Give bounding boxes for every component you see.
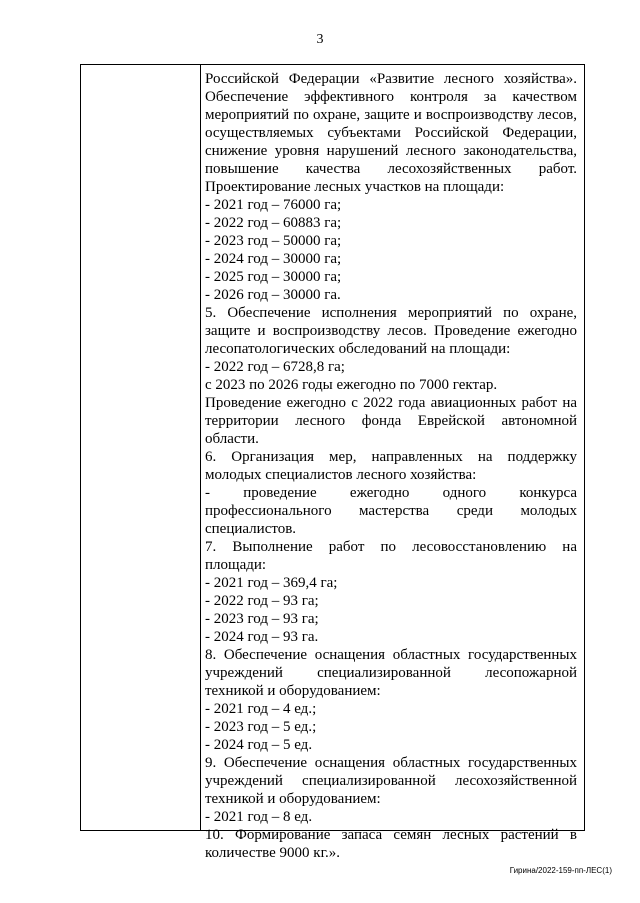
text-line: - 2021 год – 8 ед. [205,809,313,825]
text-line: - 2024 год – 30000 га; [205,251,342,267]
text-line: - 2021 год – 76000 га; [205,197,342,213]
text-line: - 2023 год – 5 ед.; [205,719,317,735]
text-line: с 2023 по 2026 годы ежегодно по 7000 гектар. [205,377,498,393]
text-line: Российской Федерации «Развитие лесного хозяйства». [205,71,577,87]
text-line: повышение качества лесохозяйственных работ. [205,161,577,177]
text-line: Проведение ежегодно с 2022 года авиационных работ на [205,395,577,411]
document-code: Гирина/2022-159-пп-ЛЕС(1) [509,866,612,875]
text-line: техникой и оборудованием: [205,683,381,699]
text-line: - 2021 год – 4 ед.; [205,701,317,717]
text-line: количестве 9000 кг.». [205,845,341,861]
text-line: 7. Выполнение работ по лесовосстановлению на [205,539,577,555]
text-line: молодых специалистов лесного хозяйства: [205,467,477,483]
text-line: техникой и оборудованием: [205,791,381,807]
text-line: специалистов. [205,521,297,537]
text-line: - 2024 год – 93 га. [205,629,319,645]
text-line: 10. Формирование запаса семян лесных растений в [205,827,577,843]
text-line: учреждений специализированной лесохозяйственной [205,773,577,789]
text-line: - 2024 год – 5 ед. [205,737,313,753]
table-text-cell [205,70,577,862]
text-line: - проведение ежегодно одного конкурса [205,485,577,501]
text-line: учреждений специализированной лесопожарной [205,665,577,681]
text-line: осуществляемых субъектами Российской Федерации, [205,125,577,141]
text-line: Обеспечение эффективного контроля за качеством [205,89,577,105]
text-line: снижение уровня нарушений лесного законодательства, [205,143,577,159]
text-line: 6. Организация мер, направленных на поддержку [205,449,577,465]
text-line: - 2022 год – 93 га; [205,593,319,609]
text-line: - 2022 год – 6728,8 га; [205,359,345,375]
text-line: - 2023 год – 93 га; [205,611,319,627]
text-line: 9. Обеспечение оснащения областных государственных [205,755,577,771]
text-line: - 2022 год – 60883 га; [205,215,342,231]
text-line: территории лесного фонда Еврейской автономной [205,413,577,429]
text-line: Проектирование лесных участков на площади: [205,179,505,195]
text-line: области. [205,431,259,447]
document-table [80,64,585,861]
page-number: 3 [316,32,324,47]
text-line: - 2025 год – 30000 га; [205,269,342,285]
text-line: площади: [205,557,267,573]
column-divider [200,65,201,830]
text-line: лесопатологических обследований на площади: [205,341,511,357]
text-line: 8. Обеспечение оснащения областных государственных [205,647,577,663]
text-line: - 2021 год – 369,4 га; [205,575,338,591]
text-line: 5. Обеспечение исполнения мероприятий по охране, [205,305,577,321]
text-line: мероприятий по охране, защите и воспроизводству лесов, [205,107,577,123]
text-line: - 2026 год – 30000 га. [205,287,341,303]
text-line: защите и воспроизводству лесов. Проведение ежегодно [205,323,577,339]
text-line: профессионального мастерства среди молодых [205,503,577,519]
text-line: - 2023 год – 50000 га; [205,233,342,249]
